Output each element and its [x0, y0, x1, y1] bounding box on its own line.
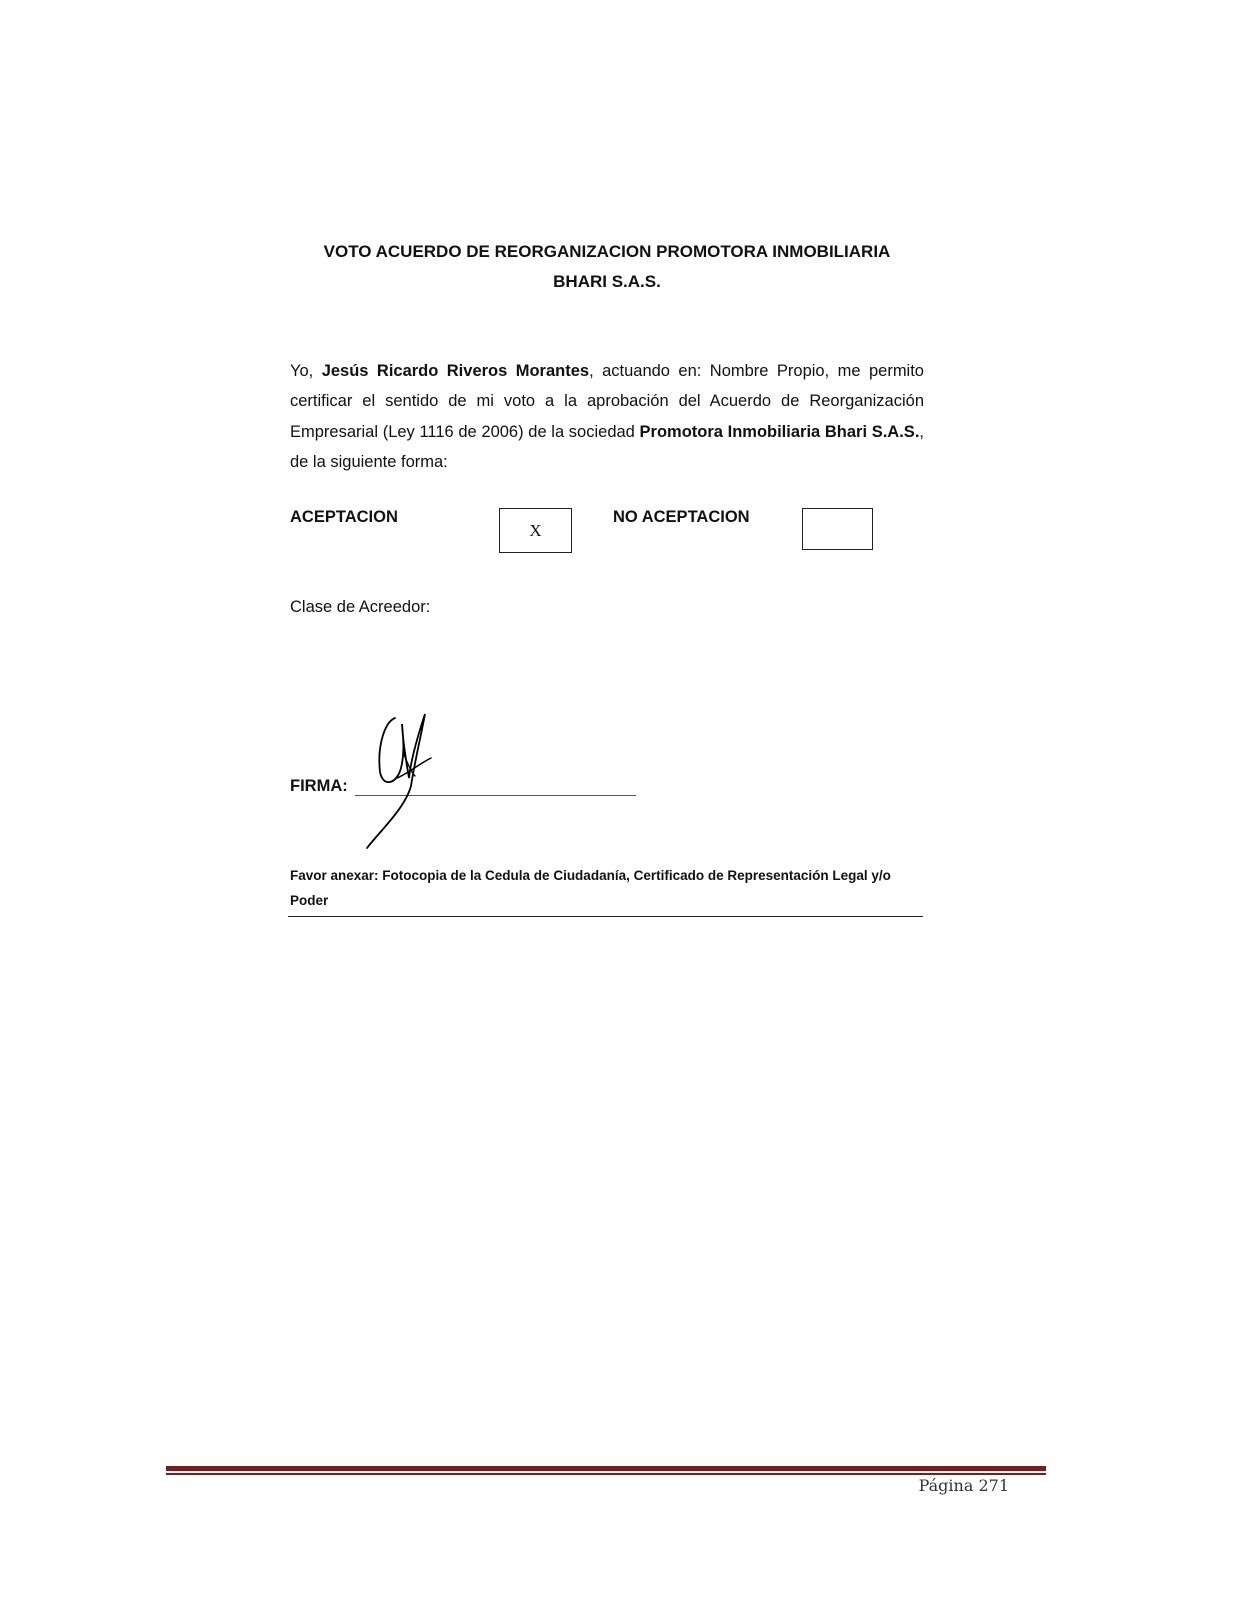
handwritten-signature [355, 700, 455, 855]
accept-mark: X [529, 520, 542, 540]
creditor-class-label: Clase de Acreedor: [290, 598, 431, 616]
accept-label: ACEPTACION [290, 508, 398, 526]
footer-rule-thin [166, 1473, 1046, 1475]
document-title [290, 237, 924, 297]
creditor-name: Jesús Ricardo Riveros Morantes [321, 362, 590, 380]
reject-checkbox[interactable] [802, 508, 873, 550]
note-divider [288, 916, 923, 917]
paragraph-end: , de la siguiente forma: [290, 422, 924, 471]
page-number: Página 271 [918, 1476, 1009, 1495]
paragraph-body: , actuando en: Nombre Propio, me permito certificar el sentido de mi voto a la aprobación del Acuerdo de Reorganización Empresarial (Ley 1116 de 2006) de la sociedad [290, 362, 924, 441]
paragraph-intro: Yo, [290, 362, 322, 380]
declaration-paragraph [290, 356, 924, 477]
signature-label: FIRMA: [290, 777, 348, 795]
title-line-2: BHARI S.A.S. [553, 272, 661, 291]
accept-checkbox[interactable] [499, 508, 572, 553]
company-name: Promotora Inmobiliaria Bhari S.A.S. [639, 422, 920, 441]
title-line-1: VOTO ACUERDO DE REORGANIZACION PROMOTORA INMOBILIARIA [323, 242, 891, 261]
reject-label: NO ACEPTACION [613, 508, 750, 526]
attachment-note: Favor anexar: Fotocopia de la Cedula de Ciudadanía, Certificado de Representación Legal y/o Poder [290, 868, 891, 908]
footer-rule [166, 1466, 1046, 1471]
